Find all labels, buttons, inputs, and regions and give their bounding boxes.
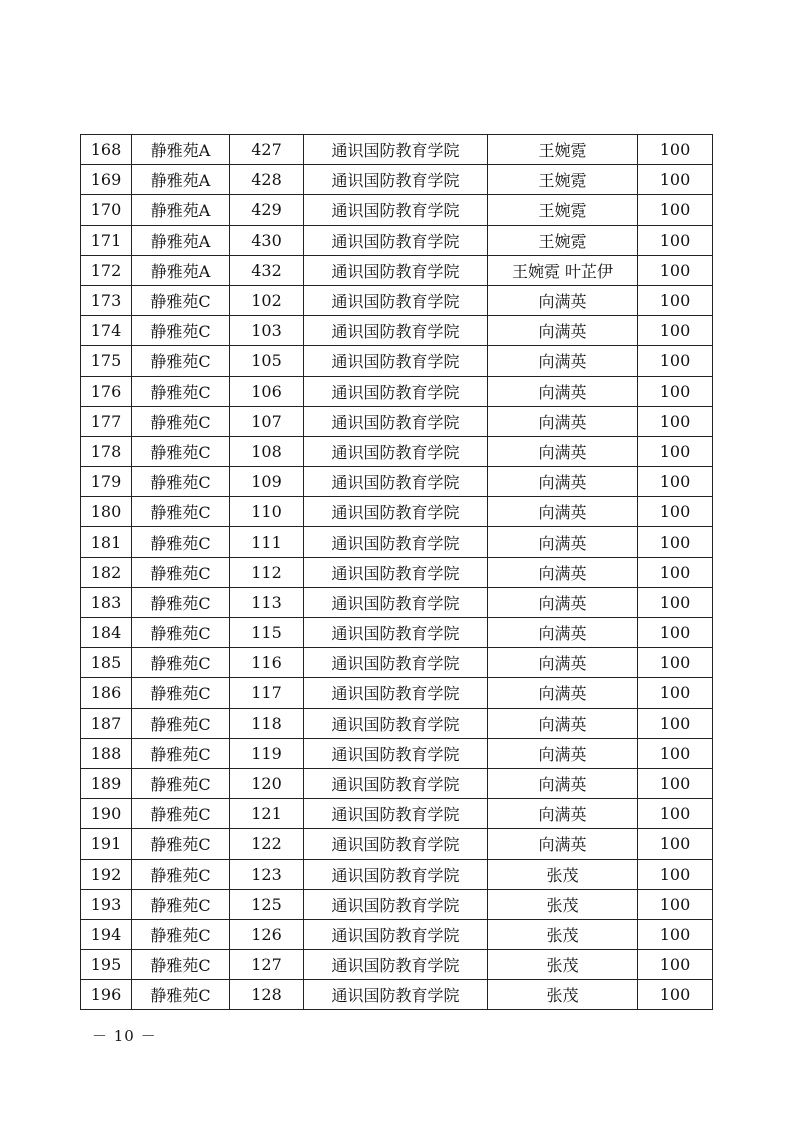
row-number-cell: 171 — [81, 225, 132, 255]
score-cell: 100 — [638, 346, 713, 376]
building-cell: 静雅苑C — [132, 708, 230, 738]
room-cell: 428 — [230, 165, 304, 195]
score-cell: 100 — [638, 889, 713, 919]
college-cell: 通识国防教育学院 — [304, 316, 488, 346]
row-number-cell: 170 — [81, 195, 132, 225]
building-cell: 静雅苑C — [132, 859, 230, 889]
table-row — [81, 648, 713, 678]
score-cell: 100 — [638, 648, 713, 678]
row-number-cell: 168 — [81, 135, 132, 165]
building-cell: 静雅苑C — [132, 497, 230, 527]
college-cell: 通识国防教育学院 — [304, 527, 488, 557]
room-cell: 102 — [230, 285, 304, 315]
college-cell: 通识国防教育学院 — [304, 768, 488, 798]
college-cell: 通识国防教育学院 — [304, 859, 488, 889]
college-cell: 通识国防教育学院 — [304, 618, 488, 648]
row-number-cell: 183 — [81, 587, 132, 617]
table-row — [81, 587, 713, 617]
row-number-cell: 190 — [81, 799, 132, 829]
counselor-cell: 向满英 — [488, 497, 638, 527]
score-cell: 100 — [638, 587, 713, 617]
row-number-cell: 187 — [81, 708, 132, 738]
building-cell: 静雅苑A — [132, 255, 230, 285]
room-cell: 117 — [230, 678, 304, 708]
building-cell: 静雅苑C — [132, 980, 230, 1010]
table-row — [81, 919, 713, 949]
building-cell: 静雅苑C — [132, 648, 230, 678]
counselor-cell: 向满英 — [488, 648, 638, 678]
room-cell: 106 — [230, 376, 304, 406]
table-row — [81, 859, 713, 889]
counselor-cell: 向满英 — [488, 768, 638, 798]
building-cell: 静雅苑A — [132, 135, 230, 165]
row-number-cell: 180 — [81, 497, 132, 527]
college-cell: 通识国防教育学院 — [304, 165, 488, 195]
row-number-cell: 176 — [81, 376, 132, 406]
room-cell: 120 — [230, 768, 304, 798]
row-number-cell: 174 — [81, 316, 132, 346]
college-cell: 通识国防教育学院 — [304, 467, 488, 497]
room-cell: 110 — [230, 497, 304, 527]
room-cell: 103 — [230, 316, 304, 346]
building-cell: 静雅苑C — [132, 829, 230, 859]
building-cell: 静雅苑C — [132, 618, 230, 648]
room-cell: 111 — [230, 527, 304, 557]
room-cell: 128 — [230, 980, 304, 1010]
counselor-cell: 向满英 — [488, 829, 638, 859]
table-row — [81, 376, 713, 406]
counselor-cell: 向满英 — [488, 708, 638, 738]
college-cell: 通识国防教育学院 — [304, 376, 488, 406]
building-cell: 静雅苑A — [132, 195, 230, 225]
row-number-cell: 188 — [81, 738, 132, 768]
score-cell: 100 — [638, 467, 713, 497]
building-cell: 静雅苑C — [132, 346, 230, 376]
room-cell: 127 — [230, 950, 304, 980]
counselor-cell: 向满英 — [488, 316, 638, 346]
allocation-table — [80, 134, 713, 1010]
score-cell: 100 — [638, 225, 713, 255]
table-row — [81, 135, 713, 165]
building-cell: 静雅苑C — [132, 285, 230, 315]
building-cell: 静雅苑C — [132, 436, 230, 466]
table-row — [81, 829, 713, 859]
score-cell: 100 — [638, 678, 713, 708]
page-number: － 10 － — [92, 1027, 157, 1045]
row-number-cell: 182 — [81, 557, 132, 587]
row-number-cell: 172 — [81, 255, 132, 285]
college-cell: 通识国防教育学院 — [304, 195, 488, 225]
college-cell: 通识国防教育学院 — [304, 799, 488, 829]
row-number-cell: 196 — [81, 980, 132, 1010]
building-cell: 静雅苑C — [132, 919, 230, 949]
row-number-cell: 181 — [81, 527, 132, 557]
college-cell: 通识国防教育学院 — [304, 346, 488, 376]
table-row — [81, 467, 713, 497]
table-row — [81, 225, 713, 255]
room-cell: 125 — [230, 889, 304, 919]
building-cell: 静雅苑C — [132, 376, 230, 406]
score-cell: 100 — [638, 738, 713, 768]
score-cell: 100 — [638, 859, 713, 889]
building-cell: 静雅苑C — [132, 316, 230, 346]
room-cell: 109 — [230, 467, 304, 497]
building-cell: 静雅苑A — [132, 165, 230, 195]
college-cell: 通识国防教育学院 — [304, 738, 488, 768]
building-cell: 静雅苑C — [132, 799, 230, 829]
score-cell: 100 — [638, 165, 713, 195]
score-cell: 100 — [638, 436, 713, 466]
score-cell: 100 — [638, 829, 713, 859]
table-row — [81, 678, 713, 708]
counselor-cell: 向满英 — [488, 467, 638, 497]
row-number-cell: 169 — [81, 165, 132, 195]
counselor-cell: 向满英 — [488, 406, 638, 436]
building-cell: 静雅苑C — [132, 678, 230, 708]
college-cell: 通识国防教育学院 — [304, 678, 488, 708]
counselor-cell: 王婉霓 叶芷伊 — [488, 255, 638, 285]
college-cell: 通识国防教育学院 — [304, 436, 488, 466]
score-cell: 100 — [638, 316, 713, 346]
row-number-cell: 177 — [81, 406, 132, 436]
table-row — [81, 436, 713, 466]
row-number-cell: 189 — [81, 768, 132, 798]
counselor-cell: 向满英 — [488, 678, 638, 708]
counselor-cell: 王婉霓 — [488, 225, 638, 255]
table-row — [81, 950, 713, 980]
counselor-cell: 张茂 — [488, 980, 638, 1010]
table-row — [81, 165, 713, 195]
college-cell: 通识国防教育学院 — [304, 829, 488, 859]
room-cell: 126 — [230, 919, 304, 949]
building-cell: 静雅苑C — [132, 527, 230, 557]
counselor-cell: 向满英 — [488, 618, 638, 648]
row-number-cell: 191 — [81, 829, 132, 859]
counselor-cell: 王婉霓 — [488, 165, 638, 195]
room-cell: 123 — [230, 859, 304, 889]
college-cell: 通识国防教育学院 — [304, 889, 488, 919]
room-cell: 113 — [230, 587, 304, 617]
room-cell: 427 — [230, 135, 304, 165]
row-number-cell: 184 — [81, 618, 132, 648]
counselor-cell: 向满英 — [488, 527, 638, 557]
table-row — [81, 980, 713, 1010]
room-cell: 112 — [230, 557, 304, 587]
counselor-cell: 向满英 — [488, 285, 638, 315]
row-number-cell: 179 — [81, 467, 132, 497]
college-cell: 通识国防教育学院 — [304, 285, 488, 315]
building-cell: 静雅苑C — [132, 467, 230, 497]
counselor-cell: 向满英 — [488, 587, 638, 617]
college-cell: 通识国防教育学院 — [304, 980, 488, 1010]
counselor-cell: 张茂 — [488, 859, 638, 889]
row-number-cell: 186 — [81, 678, 132, 708]
building-cell: 静雅苑C — [132, 738, 230, 768]
college-cell: 通识国防教育学院 — [304, 135, 488, 165]
college-cell: 通识国防教育学院 — [304, 587, 488, 617]
score-cell: 100 — [638, 919, 713, 949]
table-row — [81, 316, 713, 346]
room-cell: 121 — [230, 799, 304, 829]
room-cell: 105 — [230, 346, 304, 376]
score-cell: 100 — [638, 799, 713, 829]
table-row — [81, 557, 713, 587]
table-row — [81, 799, 713, 829]
row-number-cell: 175 — [81, 346, 132, 376]
row-number-cell: 193 — [81, 889, 132, 919]
counselor-cell: 张茂 — [488, 889, 638, 919]
score-cell: 100 — [638, 708, 713, 738]
table-row — [81, 708, 713, 738]
row-number-cell: 195 — [81, 950, 132, 980]
counselor-cell: 向满英 — [488, 376, 638, 406]
counselor-cell: 向满英 — [488, 799, 638, 829]
score-cell: 100 — [638, 557, 713, 587]
building-cell: 静雅苑C — [132, 889, 230, 919]
room-cell: 432 — [230, 255, 304, 285]
table-row — [81, 346, 713, 376]
counselor-cell: 向满英 — [488, 436, 638, 466]
score-cell: 100 — [638, 406, 713, 436]
building-cell: 静雅苑A — [132, 225, 230, 255]
counselor-cell: 向满英 — [488, 557, 638, 587]
table-row — [81, 738, 713, 768]
score-cell: 100 — [638, 376, 713, 406]
room-cell: 430 — [230, 225, 304, 255]
college-cell: 通识国防教育学院 — [304, 497, 488, 527]
room-cell: 429 — [230, 195, 304, 225]
room-cell: 115 — [230, 618, 304, 648]
table-row — [81, 195, 713, 225]
table-row — [81, 527, 713, 557]
row-number-cell: 192 — [81, 859, 132, 889]
score-cell: 100 — [638, 497, 713, 527]
counselor-cell: 王婉霓 — [488, 135, 638, 165]
college-cell: 通识国防教育学院 — [304, 919, 488, 949]
table-row — [81, 285, 713, 315]
counselor-cell: 张茂 — [488, 919, 638, 949]
score-cell: 100 — [638, 255, 713, 285]
row-number-cell: 178 — [81, 436, 132, 466]
room-cell: 118 — [230, 708, 304, 738]
college-cell: 通识国防教育学院 — [304, 950, 488, 980]
building-cell: 静雅苑C — [132, 587, 230, 617]
score-cell: 100 — [638, 768, 713, 798]
counselor-cell: 向满英 — [488, 346, 638, 376]
table-row — [81, 768, 713, 798]
college-cell: 通识国防教育学院 — [304, 557, 488, 587]
college-cell: 通识国防教育学院 — [304, 255, 488, 285]
table-row — [81, 406, 713, 436]
room-cell: 107 — [230, 406, 304, 436]
room-cell: 119 — [230, 738, 304, 768]
room-cell: 108 — [230, 436, 304, 466]
college-cell: 通识国防教育学院 — [304, 406, 488, 436]
room-cell: 122 — [230, 829, 304, 859]
table-row — [81, 889, 713, 919]
table-row — [81, 255, 713, 285]
score-cell: 100 — [638, 135, 713, 165]
college-cell: 通识国防教育学院 — [304, 225, 488, 255]
row-number-cell: 194 — [81, 919, 132, 949]
score-cell: 100 — [638, 527, 713, 557]
score-cell: 100 — [638, 980, 713, 1010]
building-cell: 静雅苑C — [132, 406, 230, 436]
score-cell: 100 — [638, 618, 713, 648]
table-row — [81, 497, 713, 527]
score-cell: 100 — [638, 950, 713, 980]
row-number-cell: 185 — [81, 648, 132, 678]
building-cell: 静雅苑C — [132, 768, 230, 798]
counselor-cell: 向满英 — [488, 738, 638, 768]
counselor-cell: 王婉霓 — [488, 195, 638, 225]
college-cell: 通识国防教育学院 — [304, 708, 488, 738]
building-cell: 静雅苑C — [132, 950, 230, 980]
table-body — [81, 135, 713, 1010]
score-cell: 100 — [638, 285, 713, 315]
room-cell: 116 — [230, 648, 304, 678]
row-number-cell: 173 — [81, 285, 132, 315]
building-cell: 静雅苑C — [132, 557, 230, 587]
score-cell: 100 — [638, 195, 713, 225]
table-row — [81, 618, 713, 648]
counselor-cell: 张茂 — [488, 950, 638, 980]
college-cell: 通识国防教育学院 — [304, 648, 488, 678]
